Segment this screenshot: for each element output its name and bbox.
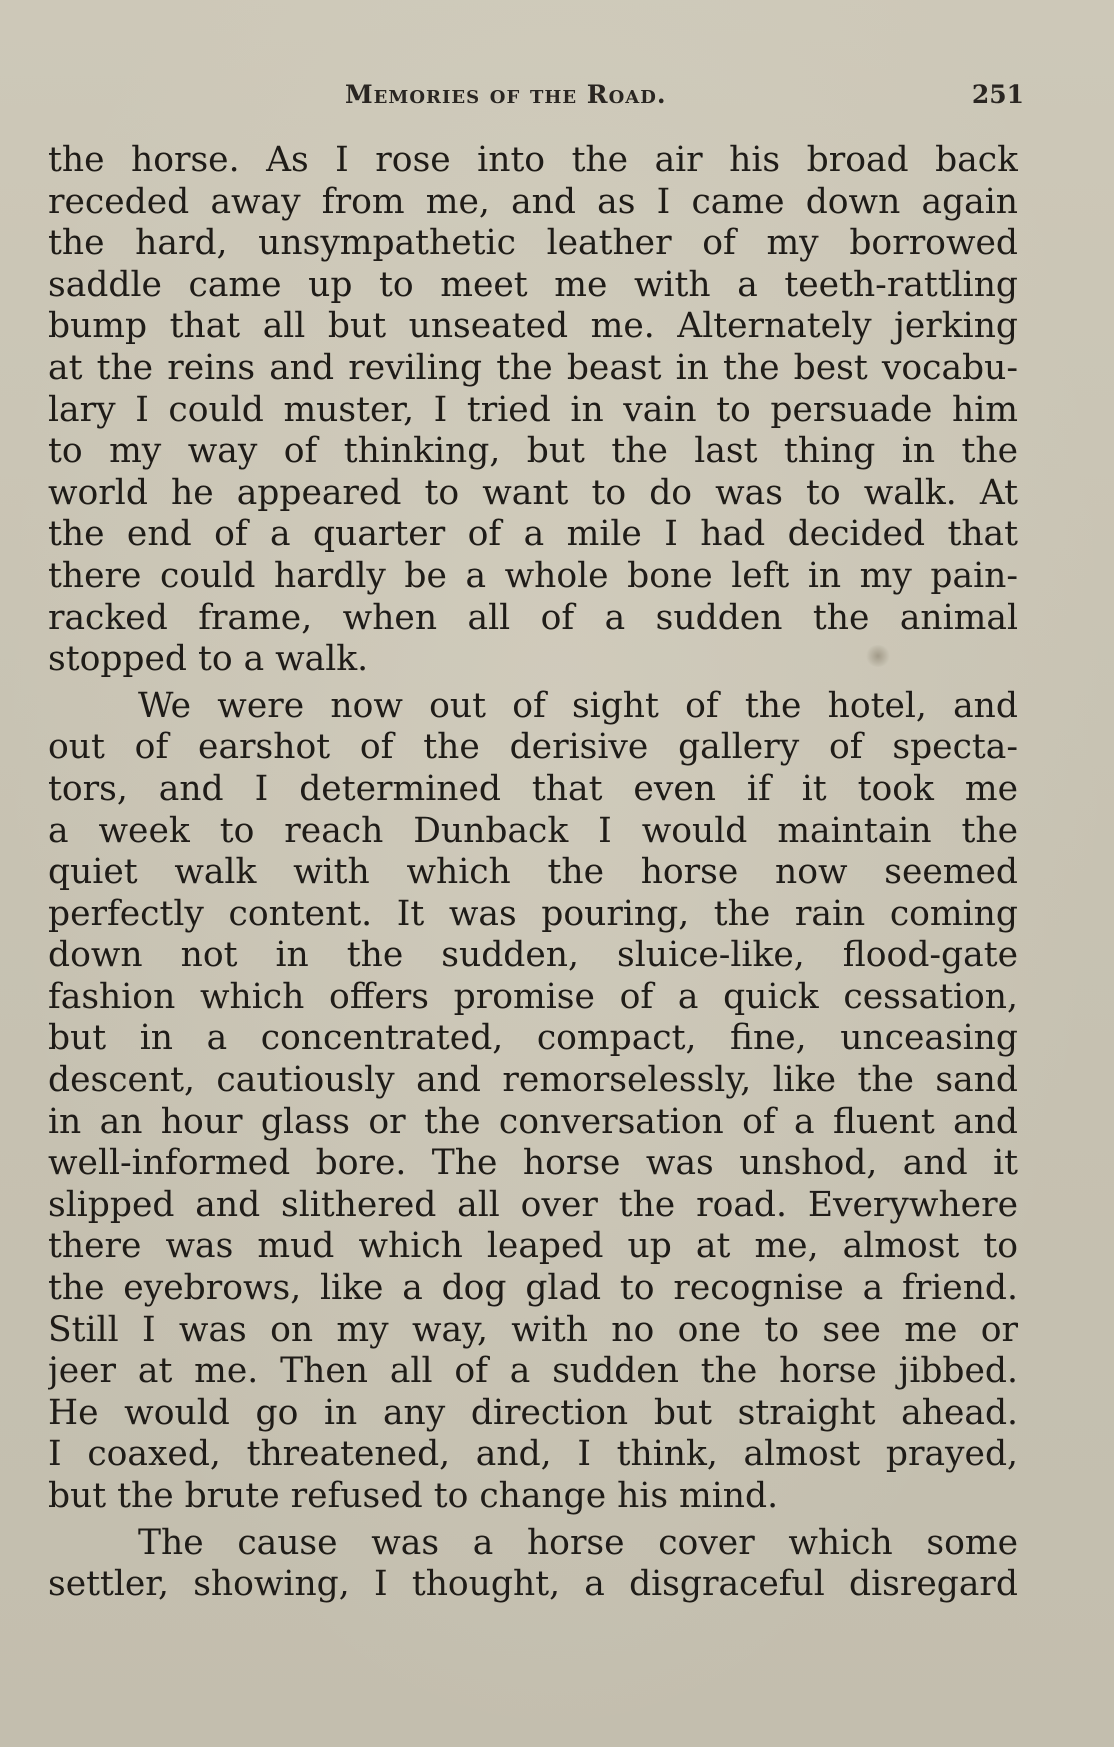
paragraph (48, 1523, 1018, 1606)
text-line: bump that all but unseated me. Alternately jerking (48, 306, 1018, 347)
text-line: in an hour glass or the conversation of a fluent and (48, 1101, 1018, 1142)
text-line: perfectly content. It was pouring, the rain coming (48, 893, 1018, 934)
paragraph (48, 686, 1018, 1518)
text-line: Still I was on my way, with no one to see me or (48, 1309, 1018, 1350)
text-line: there was mud which leaped up at me, almost to (48, 1226, 1018, 1267)
text-line: world he appeared to want to do was to walk. At (48, 472, 1018, 513)
text-line: out of earshot of the derisive gallery of specta- (48, 727, 1018, 768)
text-line: the horse. As I rose into the air his broad back (48, 140, 1018, 180)
text-line: the end of a quarter of a mile I had decided that (48, 514, 1018, 555)
text-line: the hard, unsympathetic leather of my borrowed (48, 223, 1018, 264)
text-line: He would go in any direction but straight ahead. (48, 1392, 1018, 1433)
paragraph (48, 140, 1018, 681)
text-line: there could hardly be a whole bone left in my pain- (48, 555, 1018, 596)
text-line: fashion which offers promise of a quick cessation, (48, 976, 1018, 1017)
text-line: The cause was a horse cover which some (138, 1522, 1018, 1563)
text-line: I coaxed, threatened, and, I think, almost prayed, (48, 1434, 1018, 1475)
page-number: 251 (971, 80, 1024, 109)
text-line: We were now out of sight of the hotel, and (138, 685, 1018, 726)
text-line: slipped and slithered all over the road. Everywhere (48, 1184, 1018, 1225)
text-line: saddle came up to meet me with a teeth-rattling (48, 264, 1018, 305)
text-line: descent, cautiously and remorselessly, like the sand (48, 1060, 1018, 1101)
text-line: racked frame, when all of a sudden the animal (48, 597, 1018, 638)
text-line: settler, showing, I thought, a disgraceful disregard (48, 1564, 1018, 1605)
text-line: the eyebrows, like a dog glad to recognise a friend. (48, 1268, 1018, 1309)
text-line: well-informed bore. The horse was unshod, and it (48, 1143, 1018, 1184)
paper-blemish (865, 645, 891, 667)
running-head: Memories of the Road. (345, 80, 667, 109)
text-line: lary I could muster, I tried in vain to persuade him (48, 389, 1018, 430)
text-line: receded away from me, and as I came down again (48, 181, 1018, 222)
text-line: tors, and I determined that even if it took me (48, 768, 1018, 809)
text-line: but in a concentrated, compact, fine, unceasing (48, 1018, 1018, 1059)
text-line: jeer at me. Then all of a sudden the horse jibbed. (48, 1351, 1018, 1392)
text-line: stopped to a walk. (48, 639, 369, 680)
text-line: quiet walk with which the horse now seemed (48, 852, 1018, 893)
text-line: but the brute refused to change his mind. (48, 1476, 779, 1516)
text-line: to my way of thinking, but the last thing in the (48, 431, 1018, 472)
text-line: down not in the sudden, sluice-like, flood-gate (48, 935, 1018, 976)
text-line: a week to reach Dunback I would maintain the (48, 810, 1018, 851)
text-line: at the reins and reviling the beast in the best vocabu- (48, 347, 1018, 388)
body-text (48, 140, 1018, 1606)
